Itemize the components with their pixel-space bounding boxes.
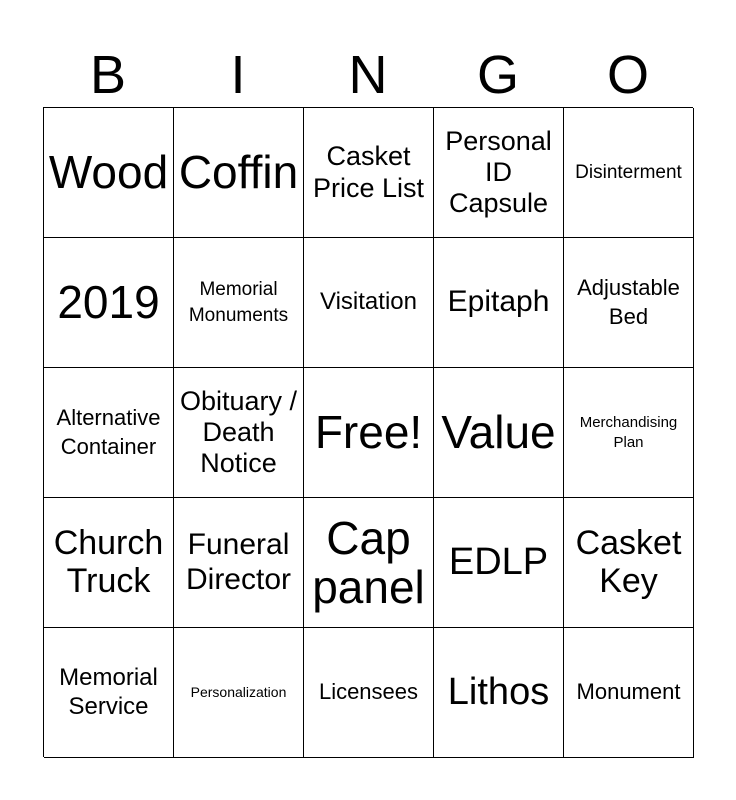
bingo-cell[interactable]: Casket Price List (304, 108, 434, 238)
bingo-cell[interactable]: Licensees (304, 628, 434, 758)
bingo-cell[interactable]: Wood (44, 108, 174, 238)
bingo-cell[interactable]: EDLP (434, 498, 564, 628)
bingo-cell[interactable]: Cap panel (304, 498, 434, 628)
bingo-cell[interactable]: Alternative Container (44, 368, 174, 498)
bingo-cell[interactable]: Memorial Monuments (174, 238, 304, 368)
bingo-cell[interactable]: Merchandising Plan (564, 368, 694, 498)
bingo-header (43, 44, 693, 106)
bingo-cell[interactable]: 2019 (44, 238, 174, 368)
header-letter-b: B (89, 45, 127, 105)
bingo-cell[interactable]: Personalization (174, 628, 304, 758)
bingo-cell[interactable]: Visitation (304, 238, 434, 368)
bingo-cell[interactable]: Casket Key (564, 498, 694, 628)
bingo-cell[interactable]: Coffin (174, 108, 304, 238)
bingo-cell[interactable]: Funeral Director (174, 498, 304, 628)
bingo-cell[interactable]: Lithos (434, 628, 564, 758)
bingo-cell[interactable]: Disinterment (564, 108, 694, 238)
bingo-cell[interactable]: Adjustable Bed (564, 238, 694, 368)
header-letter-g: G (476, 45, 519, 105)
bingo-card-grid (43, 107, 693, 757)
bingo-cell[interactable]: Obituary / Death Notice (174, 368, 304, 498)
header-letter-o: O (606, 45, 649, 105)
bingo-cell[interactable]: Memorial Service (44, 628, 174, 758)
header-letter-i: I (230, 45, 246, 105)
bingo-cell[interactable]: Epitaph (434, 238, 564, 368)
bingo-cell[interactable]: Personal ID Capsule (434, 108, 564, 238)
bingo-cell[interactable]: Value (434, 368, 564, 498)
header-letter-n: N (348, 45, 388, 105)
free-space-cell[interactable]: Free! (304, 368, 434, 498)
bingo-cell[interactable]: Monument (564, 628, 694, 758)
bingo-cell[interactable]: Church Truck (44, 498, 174, 628)
